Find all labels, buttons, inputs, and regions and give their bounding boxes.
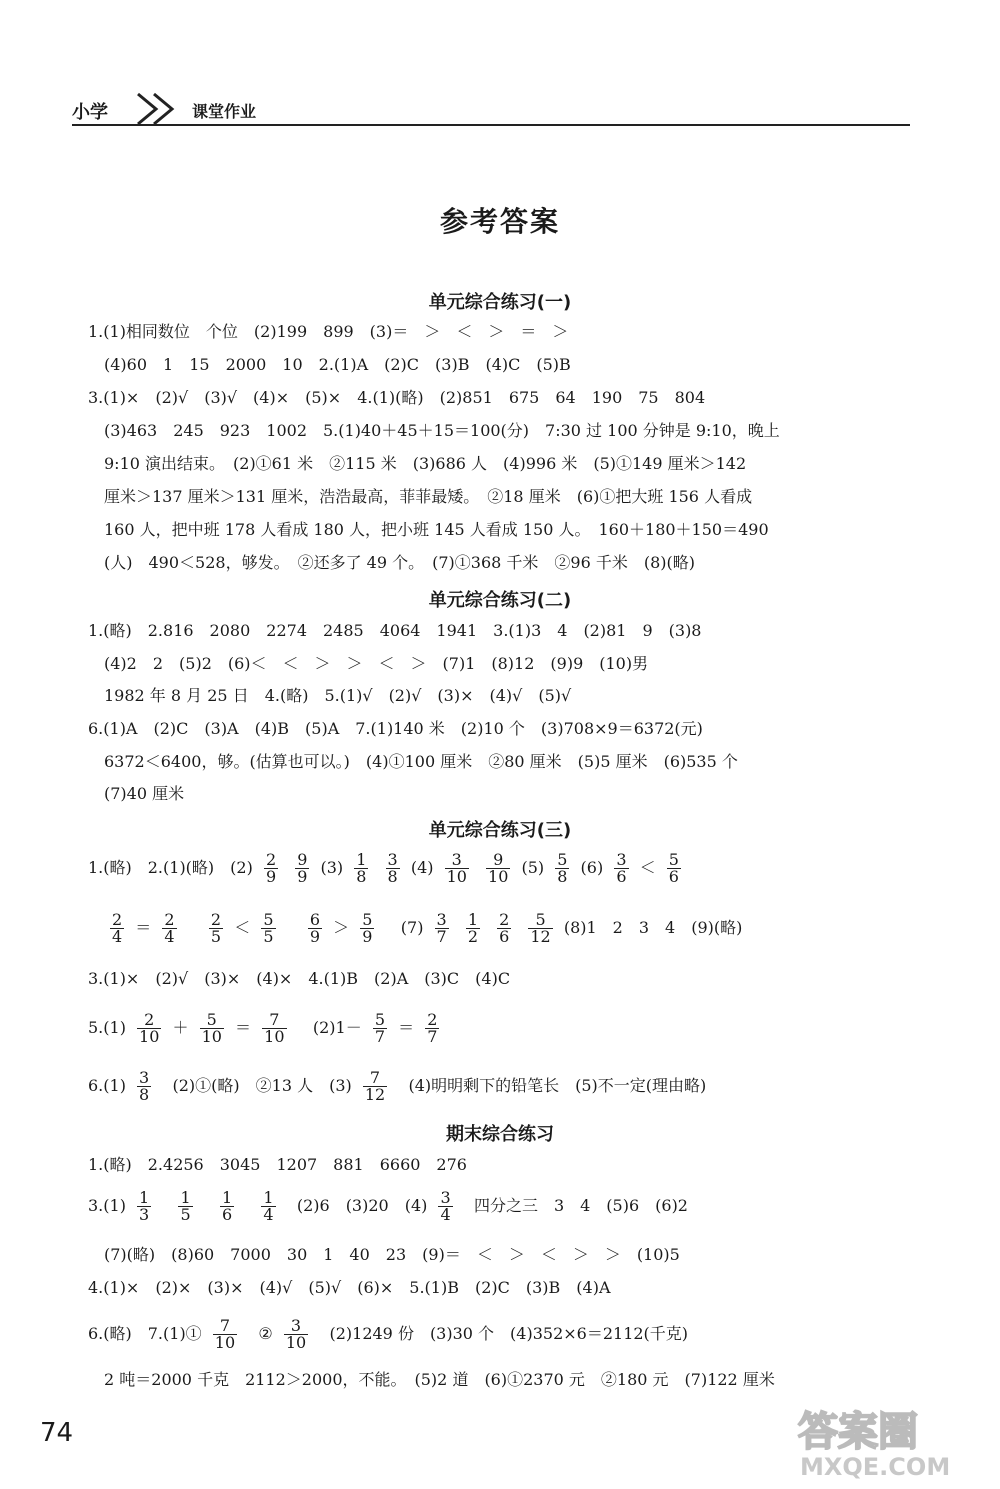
answer-line: 160 人，把中班 178 人看成 180 人，把小班 145 人看成 150 人。 160＋180＋150＝490 bbox=[104, 520, 769, 539]
series-label: 课堂作业 bbox=[192, 102, 257, 121]
fraction: $\frac{1}{3}$ bbox=[139, 1188, 150, 1224]
header-rule bbox=[72, 124, 910, 126]
answer-line: (7)40 厘米 bbox=[104, 784, 185, 803]
answer-line: 1.(略) 2.4256 3045 1207 881 6660 276 bbox=[88, 1155, 467, 1174]
answer-line: 3.(1)× (2)√ (3)× (4)× 4.(1)B (2)A (3)C (4)C bbox=[88, 969, 511, 988]
section-heading-1: 单元综合练习(一) bbox=[428, 292, 572, 313]
operator: ＝ bbox=[398, 1018, 415, 1037]
watermark-text: 答案圈 bbox=[798, 1409, 918, 1455]
answer-text: (3) bbox=[320, 858, 344, 877]
answer-line: 2 吨＝2000 千克 2112＞2000，不能。 (5)2 道 (6)①2370 元 ②180 元 (7)122 厘米 bbox=[104, 1370, 775, 1389]
fraction: $\frac{5}{6}$ bbox=[668, 850, 679, 886]
operator: ＜ bbox=[639, 858, 656, 877]
answer-text: (4)明明剩下的铅笔长 (5)不一定(理由略) bbox=[408, 1076, 707, 1095]
fraction: $\frac{3}{7}$ bbox=[436, 910, 447, 946]
operator: ＜ bbox=[234, 918, 251, 937]
fraction: $\frac{3}{4}$ bbox=[440, 1188, 451, 1224]
answer-line: 6.(1)A (2)C (3)A (4)B (5)A 7.(1)140 米 (2)10 个 (3)708×9＝6372(元) bbox=[88, 719, 703, 738]
fraction: $\frac{7}{10}$ bbox=[214, 1316, 236, 1352]
page-title: 参考答案 bbox=[439, 205, 560, 238]
answer-line: 4.(1)× (2)× (3)× (4)√ (5)√ (6)× 5.(1)B (2)C (3)B (4)A bbox=[88, 1278, 611, 1297]
answer-text: (2)6 (3)20 (4) bbox=[296, 1196, 428, 1215]
fraction: $\frac{1}{5}$ bbox=[180, 1188, 191, 1224]
fraction: $\frac{2}{6}$ bbox=[499, 910, 510, 946]
answer-text: (8)1 2 3 4 (9)(略) bbox=[563, 918, 743, 937]
fraction: $\frac{9}{10}$ bbox=[488, 850, 509, 886]
double-chevron-icon bbox=[134, 92, 186, 126]
answer-line: 1.(略) 2.816 2080 2274 2485 4064 1941 3.(1)3 4 (2)81 9 (3)8 bbox=[88, 621, 702, 640]
fraction: $\frac{3}{10}$ bbox=[446, 850, 467, 886]
fraction: $\frac{3}{8}$ bbox=[139, 1068, 150, 1104]
fraction: $\frac{1}{4}$ bbox=[263, 1188, 274, 1224]
answer-line: (人) 490＜528，够发。 ②还多了 49 个。 (7)①368 千米 ②96 千米 (8)(略) bbox=[104, 553, 695, 572]
answer-line: (7)(略) (8)60 7000 30 1 40 23 (9)＝ ＜ ＞ ＜ ＞ ＞ (10)5 bbox=[104, 1245, 680, 1264]
brand-label: 小学 bbox=[72, 102, 108, 123]
answer-line: (3)463 245 923 1002 5.(1)40＋45＋15＝100(分) 7:30 过 100 分钟是 9:10，晚上 bbox=[104, 421, 780, 440]
answer-line: 6372＜6400，够。(估算也可以。) (4)①100 厘米 ②80 厘米 (5)5 厘米 (6)535 个 bbox=[104, 752, 738, 771]
answer-text: (2)①(略) ②13 人 (3) bbox=[172, 1076, 352, 1095]
answer-text: (7) bbox=[400, 918, 424, 937]
operator: ＝ bbox=[135, 918, 152, 937]
answer-line: 1.(1)相同数位 个位 (2)199 899 (3)＝ ＞ ＜ ＞ ＝ ＞ bbox=[88, 322, 569, 341]
watermark-url: MXQE.COM bbox=[800, 1453, 951, 1481]
fraction: $\frac{3}{8}$ bbox=[387, 850, 398, 886]
answer-line: (4)60 1 15 2000 10 2.(1)A (2)C (3)B (4)C (5)B bbox=[104, 355, 571, 374]
fraction: $\frac{3}{6}$ bbox=[616, 850, 627, 886]
answer-text: 6.(1) bbox=[88, 1076, 126, 1095]
answer-line-fractions bbox=[104, 912, 742, 945]
operator: ＋ bbox=[172, 1018, 189, 1037]
answer-text: 1.(略) 2.(1)(略) (2) bbox=[88, 858, 253, 877]
answer-text: (4) bbox=[410, 858, 434, 877]
fraction: $\frac{1}{6}$ bbox=[221, 1188, 233, 1224]
answer-line-fractions bbox=[88, 1070, 706, 1103]
answer-line-fractions bbox=[88, 1190, 688, 1223]
fraction: $\frac{5}{5}$ bbox=[263, 910, 274, 946]
operator: ＞ bbox=[333, 918, 350, 937]
page-header bbox=[72, 98, 910, 128]
answer-line: 9:10 演出结束。 (2)①61 米 ②115 米 (3)686 人 (4)996 米 (5)①149 厘米＞142 bbox=[104, 454, 747, 473]
section-heading-4: 期末综合练习 bbox=[446, 1124, 554, 1145]
operator: ＝ bbox=[235, 1018, 252, 1037]
fraction: $\frac{5}{12}$ bbox=[530, 910, 551, 946]
fraction: $\frac{5}{8}$ bbox=[557, 850, 568, 886]
fraction: $\frac{2}{4}$ bbox=[112, 910, 123, 946]
fraction: $\frac{5}{7}$ bbox=[374, 1010, 385, 1046]
answer-line: (4)2 2 (5)2 (6)＜ ＜ ＞ ＞ ＜ ＞ (7)1 (8)12 (9)9 (10)男 bbox=[104, 654, 649, 673]
fraction: $\frac{5}{9}$ bbox=[362, 910, 373, 946]
fraction: $\frac{3}{10}$ bbox=[285, 1316, 307, 1352]
fraction: $\frac{6}{9}$ bbox=[309, 910, 321, 946]
fraction: $\frac{5}{10}$ bbox=[201, 1010, 222, 1046]
answer-line: 1982 年 8 月 25 日 4.(略) 5.(1)√ (2)√ (3)× (4)√ (5)√ bbox=[104, 686, 572, 705]
answer-text: (5) bbox=[521, 858, 545, 877]
fraction: $\frac{7}{12}$ bbox=[364, 1068, 386, 1104]
answer-text: (6) bbox=[580, 858, 604, 877]
answer-text: 6.(略) 7.(1)① bbox=[88, 1324, 202, 1343]
answer-text: 3.(1) bbox=[88, 1196, 126, 1215]
watermark-logo bbox=[780, 1395, 990, 1485]
answer-line: 3.(1)× (2)√ (3)√ (4)× (5)× 4.(1)(略) (2)851 675 64 190 75 804 bbox=[88, 388, 706, 407]
page-number: 74 bbox=[40, 1418, 74, 1448]
answer-text: 四分之三 3 4 (5)6 (6)2 bbox=[473, 1196, 688, 1215]
answer-text: ② bbox=[258, 1324, 273, 1343]
fraction: $\frac{1}{2}$ bbox=[467, 910, 478, 946]
fraction: $\frac{1}{8}$ bbox=[356, 850, 367, 886]
fraction: $\frac{2}{9}$ bbox=[265, 850, 277, 886]
fraction: $\frac{9}{9}$ bbox=[297, 850, 308, 886]
fraction: $\frac{2}{7}$ bbox=[427, 1010, 438, 1046]
section-heading-3: 单元综合练习(三) bbox=[428, 820, 572, 841]
answer-line: 厘米＞137 厘米＞131 厘米，浩浩最高，菲菲最矮。 ②18 厘米 (6)①把大班 156 人看成 bbox=[104, 487, 753, 506]
answer-text: 5.(1) bbox=[88, 1018, 126, 1037]
answer-line-fractions bbox=[88, 852, 687, 885]
fraction: $\frac{7}{10}$ bbox=[264, 1010, 285, 1046]
fraction: $\frac{2}{10}$ bbox=[139, 1010, 160, 1046]
answer-line-fractions bbox=[88, 1012, 445, 1045]
answer-text: (2)1－ bbox=[312, 1018, 362, 1037]
section-heading-2: 单元综合练习(二) bbox=[428, 590, 572, 611]
fraction: $\frac{2}{5}$ bbox=[210, 910, 222, 946]
fraction: $\frac{2}{4}$ bbox=[164, 910, 175, 946]
answer-text: (2)1249 份 (3)30 个 (4)352×6＝2112(千克) bbox=[329, 1324, 689, 1343]
answer-line-fractions bbox=[88, 1318, 688, 1351]
